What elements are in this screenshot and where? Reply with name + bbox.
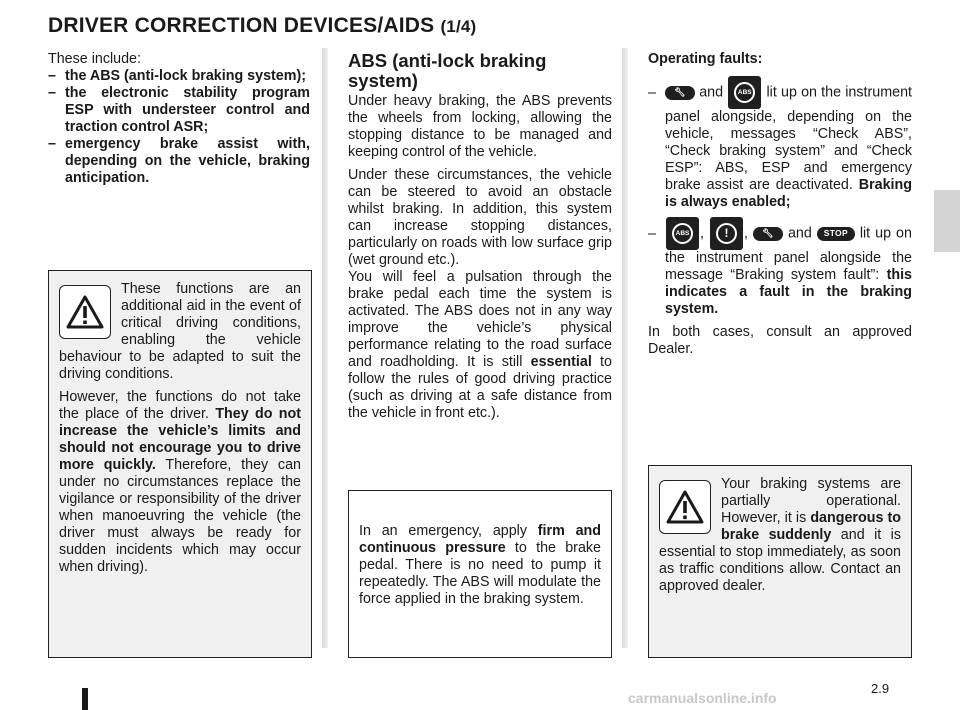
title-main: DRIVER CORRECTION DEVICES/AIDS [48, 14, 435, 37]
aids-list [48, 68, 310, 187]
fault-item-1: – 🔧︎ and ABS lit up on the instrument panel alongside, depending on the vehicle, messages “Check ABS”, “Check braking system” and “Check ESP”: ABS, ESP and emergency brake assist are deactivated. Braking is always enabled; [648, 76, 912, 211]
emergency-braking-note-box [348, 490, 612, 658]
warning-box-braking-faults [648, 465, 912, 658]
list-item: – the ABS (anti-lock braking system); [48, 68, 306, 84]
list-item: – emergency brake assist with, depending on the vehicle, braking anticipation. [48, 136, 310, 186]
emergency-braking-note: In an emergency, apply firm and continuous pressure to the brake pedal. There is no need to pump it repeatedly. The ABS will modulate the force applied in the braking system. [359, 523, 601, 607]
abs-warning-icon: ABS [728, 76, 761, 109]
warning-paragraph-1: These functions are an additional aid in the event of critical driving conditions, enabling the vehicle behaviour to be adapted to suit the driving conditions. [59, 281, 301, 382]
column-divider-2 [622, 48, 628, 648]
title-part: (1/4) [440, 17, 477, 36]
column-2 [348, 51, 612, 428]
page-edge-marker [82, 688, 88, 710]
abs-paragraph-3: You will feel a pulsation through the brake pedal each time the system is activated. The ABS does not in any way improve the vehicle’s physical performance relating to the road surface and roadholding. It is still essential to follow the rules of good driving practice (such as driving at a safe distance from the vehicle in front etc.). [348, 269, 612, 421]
braking-warning-text: Your braking systems are partially operational. However, it is dangerous to brake suddenly and it is essential to stop immediately, as soon as traffic conditions allow. Contact an approved dealer. [659, 476, 901, 594]
abs-paragraph-1: Under heavy braking, the ABS prevents the wheels from locking, allowing the stopping distance to be managed and keeping control of the vehicle. [348, 93, 612, 160]
spanner-warning-icon: 🔧︎ [753, 227, 783, 241]
column-divider-1 [322, 48, 328, 648]
intro-text: These include: [48, 51, 141, 67]
warning-triangle-icon [659, 480, 711, 534]
spanner-warning-icon: 🔧︎ [665, 86, 695, 100]
abs-warning-icon: ABS [666, 217, 699, 250]
page-number: 2.9 [871, 681, 890, 696]
list-item: – the electronic stability program ESP with understeer control and traction control ASR; [48, 85, 310, 135]
brake-warning-icon: ! [710, 217, 743, 250]
fault-item-2: – ABS , ! , 🔧︎ and STOP lit up on the instrument panel alongside the message “Braking system fault”: this indicates a fault in the braking system. [648, 217, 912, 318]
column-3 [648, 51, 912, 364]
warning-paragraph-2: However, the functions do not take the place of the driver. They do not increase the vehicle’s limits and should not encourage you to drive more quickly. Therefore, they can under no circumstances replace the vigilance or responsibility of the driver when manoeuvring the vehicle (the driver must always be ready for sudden incidents which may occur when driving). [59, 389, 301, 575]
operating-faults-heading: Operating faults: [648, 51, 763, 67]
abs-section-title: ABS (anti-lock braking system) [348, 50, 547, 91]
section-tab [934, 190, 960, 252]
abs-paragraph-2: Under these circumstances, the vehicle can be steered to avoid an obstacle whilst braking. In addition, this system can increase stopping distances, particularly on roads with low surface grip (wet ground etc.). [348, 167, 612, 268]
page-title [48, 14, 476, 38]
watermark-text: carmanualsonline.info [628, 690, 777, 706]
warning-box-driver-aids [48, 270, 312, 658]
stop-warning-icon: STOP [817, 227, 855, 241]
column-1 [48, 51, 310, 187]
warning-triangle-icon [59, 285, 111, 339]
consult-dealer-text: In both cases, consult an approved Dealer. [648, 324, 912, 357]
